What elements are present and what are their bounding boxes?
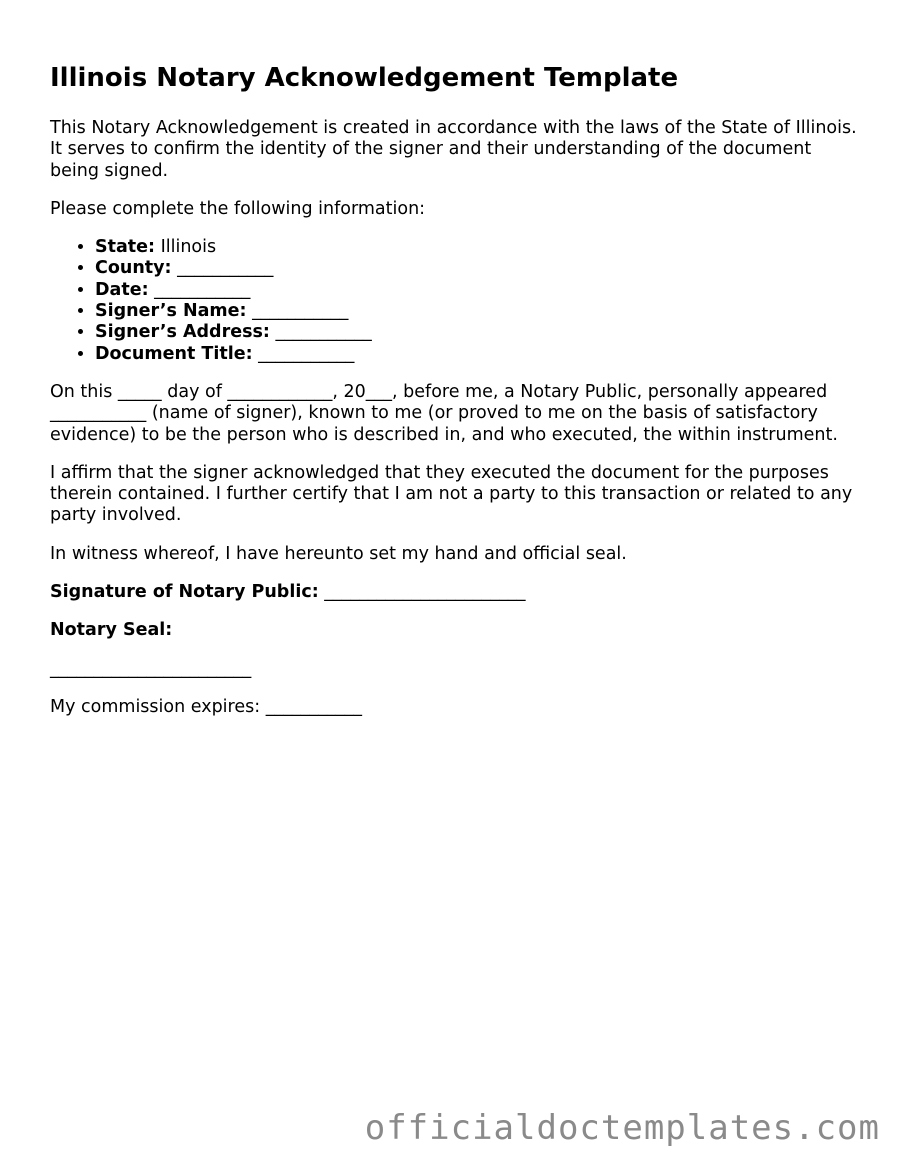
notary-signature-label: Signature of Notary Public: bbox=[50, 582, 319, 603]
field-signer-name bbox=[95, 301, 858, 322]
commission-expires: My commission expires: ___________ bbox=[50, 696, 362, 717]
field-signer-address-value: ___________ bbox=[269, 322, 372, 343]
watermark-text: officialdoctemplates.com bbox=[364, 1108, 880, 1148]
notary-signature-line bbox=[50, 582, 858, 603]
notary-signature-blank: _______________________ bbox=[318, 582, 526, 603]
appearance-paragraph: On this _____ day of ____________, 20___, before me, a Notary Public, personally appeared ___________ (name of signer), known to me (or proved to me on the basis of satisfactory evidence) to be the person who is described in, and who executed, the within instrument. bbox=[50, 381, 838, 445]
field-signer-address-label: Signer’s Address: bbox=[95, 322, 270, 343]
field-state-label: State: bbox=[95, 237, 156, 258]
field-document-title-value: ___________ bbox=[252, 343, 355, 364]
field-date bbox=[95, 280, 858, 301]
prompt-paragraph: Please complete the following information: bbox=[50, 198, 426, 219]
intro-paragraph: This Notary Acknowledgement is created in accordance with the laws of the State of Illinois. It serves to confirm the identity of the signer and their understanding of the document being signed. bbox=[50, 118, 857, 181]
field-county-label: County: bbox=[95, 258, 172, 279]
document-title: Illinois Notary Acknowledgement Template bbox=[50, 63, 679, 93]
notary-seal-label: Notary Seal: bbox=[50, 620, 173, 641]
field-signer-name-value: ___________ bbox=[246, 301, 349, 322]
field-state-value: Illinois bbox=[155, 237, 217, 258]
field-date-label: Date: bbox=[95, 279, 149, 300]
field-state bbox=[95, 237, 858, 258]
field-signer-name-label: Signer’s Name: bbox=[95, 301, 247, 322]
witness-paragraph: In witness whereof, I have hereunto set my hand and official seal. bbox=[50, 543, 627, 564]
field-document-title-label: Document Title: bbox=[95, 343, 253, 364]
field-county-value: ___________ bbox=[171, 258, 274, 279]
notary-seal-heading bbox=[50, 620, 858, 641]
field-county bbox=[95, 258, 858, 279]
field-list bbox=[50, 237, 858, 365]
field-signer-address bbox=[95, 322, 858, 343]
field-date-value: ___________ bbox=[148, 279, 251, 300]
affirmation-paragraph: I affirm that the signer acknowledged that they executed the document for the purposes therein contained. I further certify that I am not a party to this transaction or related to any party involved. bbox=[50, 462, 853, 526]
notary-seal-blank: _______________________ bbox=[50, 658, 252, 679]
field-document-title bbox=[95, 344, 858, 365]
document-page bbox=[50, 60, 858, 735]
